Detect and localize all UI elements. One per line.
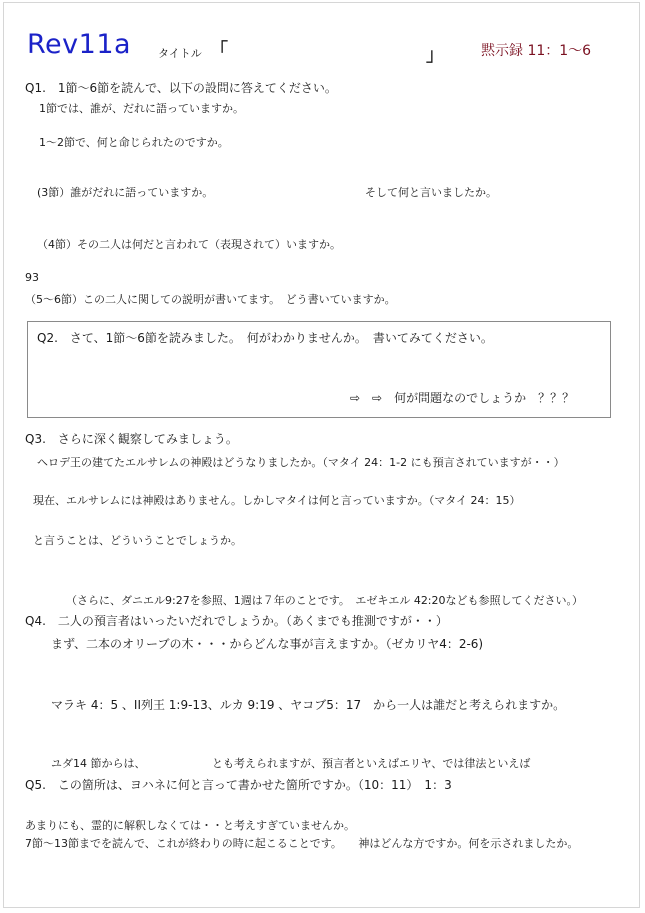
q3-note: （さらに、ダニエル9:27を参照、1週は７年のことです。 エゼキエル 42:20なども参照してください。） bbox=[66, 594, 584, 607]
q1-line-3a: (3節）誰がだれに語っていますか。 bbox=[37, 186, 214, 199]
document-id: Rev11a bbox=[27, 29, 132, 60]
q4-line-2: マラキ 4：5 、II列王 1:9-13、ルカ 9:19 、ヤコブ5：17 から一人は誰だと考えられますか。 bbox=[51, 698, 566, 712]
q4-line-1: まず、二本のオリーブの木・・・からどんな事が言えますか。（ゼカリヤ4：2-6) bbox=[51, 637, 484, 651]
q2-text: Q2. さて、1節〜6節を読みました。 何がわかりませんか。 書いてみてください。 bbox=[37, 331, 493, 345]
title-open-bracket: 「 bbox=[210, 40, 228, 61]
q3-line-3: と言うことは、どういうことでしょうか。 bbox=[33, 534, 242, 547]
q3-line-2: 現在、エルサレムには神殿はありません。しかしマタイは何と言っていますか。（マタイ 24：15） bbox=[33, 494, 521, 507]
scripture-reference: 黙示録 11：1〜6 bbox=[481, 43, 592, 59]
q4-line-3a: ユダ14 節からは、 bbox=[51, 757, 146, 770]
q1-line-1: 1節では、誰が、だれに語っていますか。 bbox=[39, 102, 244, 115]
q1-line-2: 1〜2節で、何と命じられたのですか。 bbox=[39, 136, 229, 149]
q2-hint: ⇨ ⇨ 何が問題なのでしょうか ？？？ bbox=[350, 391, 575, 405]
q1-line-5: （5〜6節）この二人に関しての説明が書いてます。 どう書いていますか。 bbox=[25, 293, 396, 306]
q4-line-3b: とも考えられますが、預言者といえばエリヤ、では律法といえば bbox=[212, 757, 531, 770]
q3-heading: Q3. さらに深く観察してみましょう。 bbox=[25, 432, 238, 446]
q1-line-4: （4節）その二人は何だと言われて（表現されて）いますか。 bbox=[37, 238, 341, 251]
title-close-bracket: 」 bbox=[426, 45, 444, 66]
q1-heading: Q1. 1節〜6節を読んで、以下の設問に答えてください。 bbox=[25, 81, 337, 95]
title-label: タイトル bbox=[158, 47, 202, 60]
q5-line-2: 7節〜13節までを読んで、これが終わりの時に起こることです。 神はどんな方ですか。何を示されましたか。 bbox=[25, 837, 579, 850]
q4-heading: Q4. 二人の預言者はいったいだれでしょうか。（あくまでも推測ですが・・） bbox=[25, 614, 448, 628]
q1-number: 93 bbox=[25, 271, 39, 284]
q3-line-1: ヘロデ王の建てたエルサレムの神殿はどうなりましたか。（マタイ 24：1-2 にも預言されていますが・・） bbox=[37, 456, 565, 469]
q5-heading: Q5. この箇所は、ヨハネに何と言って書かせた箇所ですか。（10：11） 1：3 bbox=[25, 778, 452, 792]
q5-line-1: あまりにも、霊的に解釈しなくては・・と考えすぎていませんか。 bbox=[25, 819, 355, 832]
q1-line-3b: そして何と言いましたか。 bbox=[365, 186, 497, 199]
